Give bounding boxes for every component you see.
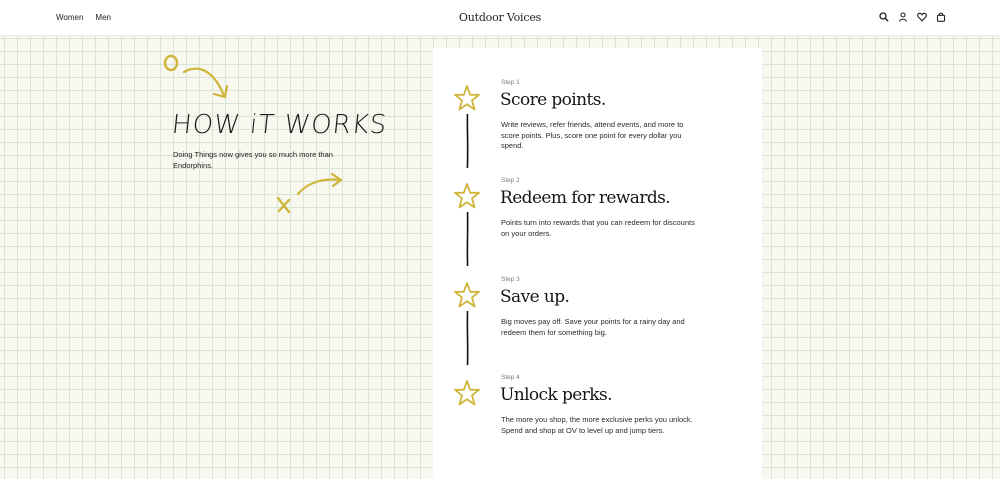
step-description: The more you shop, the more exclusive perks you unlock. Spend and shop at OV to level up and jump tiers. (501, 415, 693, 435)
circle-doodle-icon (160, 52, 182, 74)
star-icon (453, 379, 481, 407)
star-icon (453, 281, 481, 309)
step-title: Redeem for rewards. (500, 188, 671, 208)
bag-icon[interactable] (936, 12, 946, 22)
site-header (0, 0, 1000, 36)
step-description: Points turn into rewards that you can redeem for discounts on your orders. (501, 218, 695, 238)
step-number: Step 3 (501, 276, 520, 283)
account-icon[interactable] (898, 12, 908, 22)
steps-card (433, 48, 762, 479)
star-icon (453, 182, 481, 210)
utility-nav (879, 12, 946, 22)
step-number: Step 4 (501, 374, 520, 381)
step-title: Save up. (500, 287, 570, 307)
curved-arrow-down-icon (180, 62, 232, 104)
star-icon (453, 84, 481, 112)
nav-link-men[interactable]: Men (95, 13, 111, 22)
step-description: Big moves pay off. Save your points for a rainy day and redeem them for something big. (501, 317, 685, 337)
step-number: Step 1 (501, 79, 520, 86)
how-it-works-subtitle: Doing Things now gives you so much more than Endorphins. (173, 150, 333, 170)
nav-link-women[interactable]: Women (56, 13, 84, 22)
step-title: Score points. (500, 90, 606, 110)
search-icon[interactable] (879, 12, 889, 22)
step-title: Unlock perks. (500, 385, 612, 405)
step-connector-line (466, 311, 469, 365)
step-connector-line (466, 212, 469, 266)
wishlist-icon[interactable] (917, 12, 927, 22)
curved-arrow-right-icon (294, 170, 346, 200)
step-connector-line (466, 114, 469, 168)
step-number: Step 2 (501, 177, 520, 184)
x-doodle-icon (274, 194, 294, 216)
step-description: Write reviews, refer friends, attend events, and more to score points. Plus, score one point for every dollar you spend. (501, 120, 684, 150)
how-it-works-heading: HOW iT WORKS (170, 110, 389, 140)
brand-logo[interactable]: Outdoor Voices (458, 11, 542, 24)
